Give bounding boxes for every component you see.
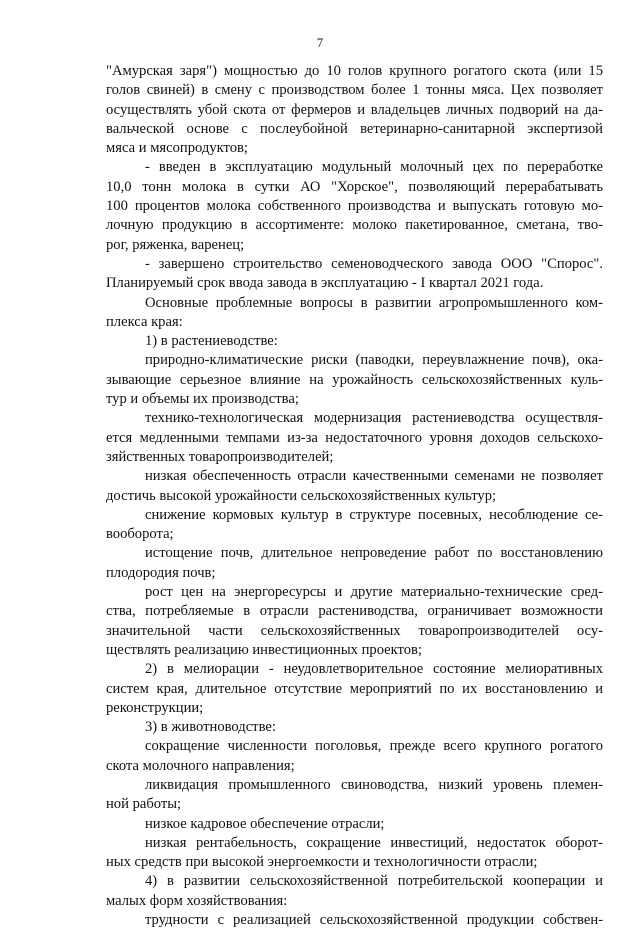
text-line: ных средств при высокой энергоемкости и технологичности отрасли; (106, 854, 538, 871)
text-line: скота молочного направления; (106, 757, 295, 774)
text-line: 2) в мелиорации - неудовлетворительное состояние мелиоративных (145, 661, 603, 678)
text-line: 1) в растениеводстве: (145, 333, 278, 350)
text-line: ной работы; (106, 796, 182, 813)
text-line: Планируемый срок ввода завода в эксплуатацию - I квартал 2021 года. (106, 275, 544, 292)
text-line: - введен в эксплуатацию модульный молочный цех по переработке (145, 159, 603, 176)
text-line: достичь высокой урожайности сельскохозяйственных культур; (106, 487, 497, 504)
text-line: низкая рентабельность, сокращение инвестиций, недостаток оборот- (145, 834, 603, 851)
text-line: рост цен на энергоресурсы и другие материально-технические сред- (145, 584, 603, 601)
text-line: сокращение численности поголовья, прежде всего крупного рогатого (145, 738, 603, 755)
text-line: зяйственных товаропроизводителей; (106, 448, 334, 465)
text-line: систем края, длительное отсутствие мероприятий по их восстановлению и (106, 680, 603, 697)
text-line: истощение почв, длительное непроведение работ по восстановлению (145, 545, 603, 562)
text-line: "Амурская заря") мощностью до 10 голов крупного рогатого скота (или 15 (106, 63, 603, 79)
text-line: зывающие серьезное влияние на урожайность сельскохозяйственных куль- (106, 371, 603, 388)
text-line: ется медленными темпами из-за недостаточного уровня доходов сельскохо- (106, 429, 603, 446)
text-line: 3) в животноводстве: (145, 719, 276, 736)
text-line: реконструкции; (106, 699, 204, 716)
text-line: 10,0 тонн молока в сутки АО "Хорское", позволяющий перерабатывать (106, 178, 603, 195)
text-line: ществлять реализацию инвестиционных проектов; (106, 641, 422, 658)
text-line: Основные проблемные вопросы в развитии агропромышленного ком- (145, 294, 603, 311)
text-line: низкое кадровое обеспечение отрасли; (145, 815, 385, 832)
text-line: природно-климатические риски (паводки, переувлажнение почв), ока- (145, 352, 603, 369)
text-line: вальческой основе с послеубойной ветеринарно-санитарной экспертизой (106, 120, 603, 137)
text-line: голов свиней) в смену с производством более 1 тонны мяса. Цех позволяет (106, 82, 603, 99)
text-line: 4) в развитии сельскохозяйственной потребительской кооперации и (145, 873, 603, 890)
text-line: мяса и мясопродуктов; (106, 140, 248, 157)
document-body (106, 62, 603, 930)
text-line: низкая обеспеченность отрасли качественными семенами не позволяет (145, 468, 603, 485)
page-number: 7 (316, 36, 324, 50)
text-line: технико-технологическая модернизация растениеводства осуществля- (145, 410, 603, 427)
text-line: плекса края: (106, 313, 183, 330)
text-line: - завершено строительство семеноводческого завода ООО "Спорос". (145, 255, 603, 272)
text-line: малых форм хозяйствования: (106, 892, 288, 909)
text-line: снижение кормовых культур в структуре посевных, несоблюдение се- (145, 506, 603, 523)
text-line: рог, ряженка, варенец; (106, 236, 245, 253)
text-line: вооборота; (106, 526, 174, 543)
text-line: ства, потребляемые в отрасли растениводства, ограничивает возможности (106, 603, 603, 620)
text-line: значительной части сельскохозяйственных товаропроизводителей осу- (106, 622, 603, 639)
text-line: тур и объемы их производства; (106, 391, 299, 408)
text-line: ликвидация промышленного свиноводства, низкий уровень племен- (145, 776, 603, 793)
text-line: 100 процентов молока собственного производства и выпускать готовую мо- (106, 198, 603, 215)
text-line: плодородия почв; (106, 564, 216, 581)
text-line: осуществлять убой скота от фермеров и владельцев личных подворий на да- (106, 101, 603, 118)
text-line: трудности с реализацией сельскохозяйственной продукции собствен- (145, 912, 603, 929)
text-line: лочную продукцию в ассортименте: молоко пакетированное, сметана, тво- (106, 217, 603, 234)
